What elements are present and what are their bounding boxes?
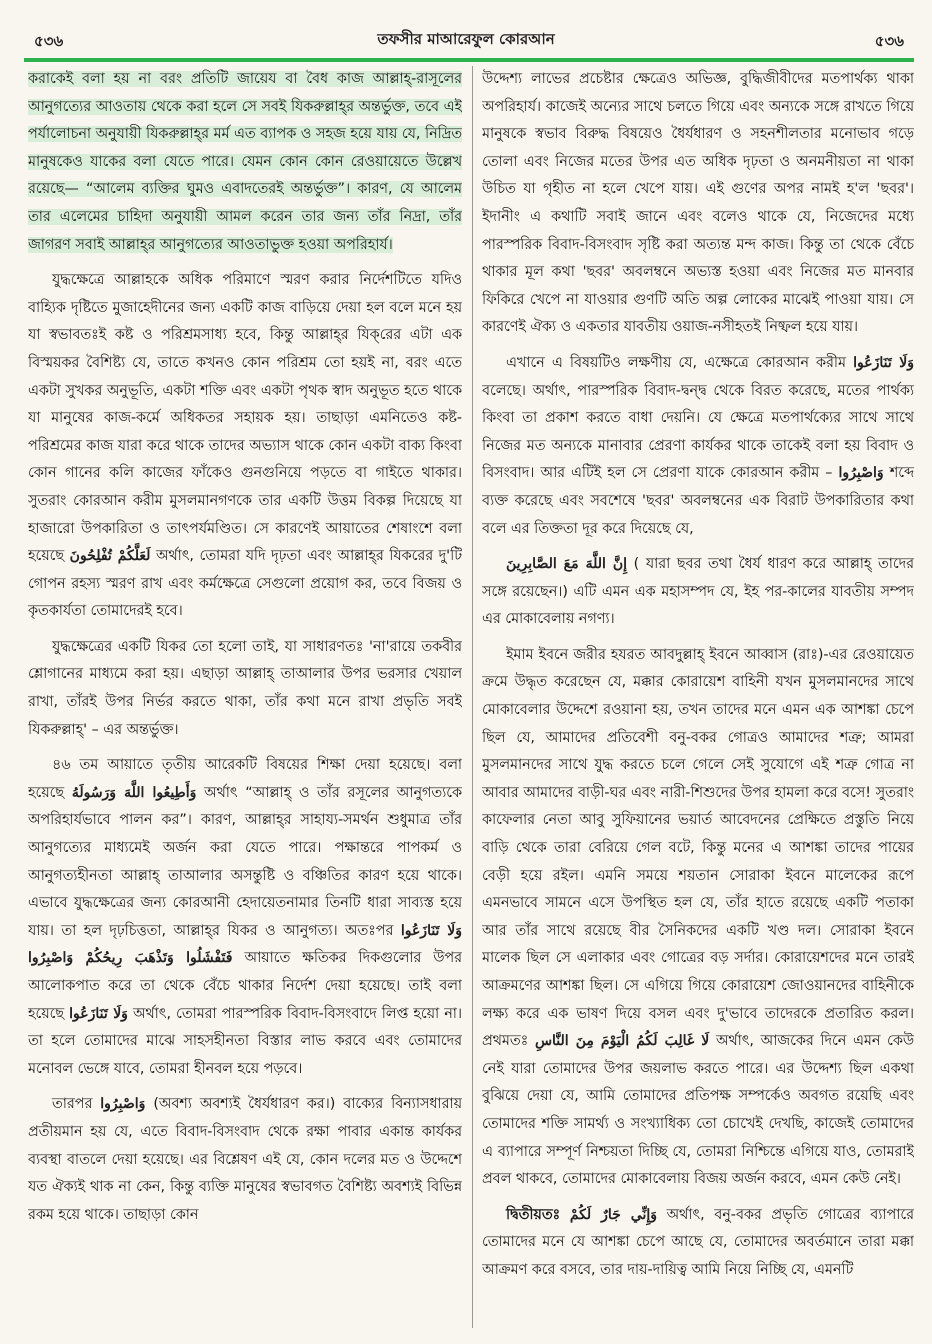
text: অর্থাৎ “আল্লাহ্‌ ও তাঁর রসূলের আনুগত্যকে অপরিহার্যভাবে পালন কর”। কারণ, আল্লাহ্‌র সাহায্য-সমর্থন শুধুমাত্র তাঁর আনুগত্যের মাধ্যমেই অর্জন করা যেতে পারে। পক্ষান্তরে পাপকর্ম ও আনুগত্যহীনতা আল্লাহ্‌ তাআলার অসন্তুষ্টি ও বঞ্চিতির কারণ হয়ে থাকে। এভাবে যুদ্ধক্ষেত্রের জন্য কোরআনী হেদায়েতনামার তিনটি ধারা সাব্যস্ত হয়ে যায়। তা হল দৃঢ়চিত্ততা, আল্লাহ্‌র যিকর ও আনুগত্য। অতঃপর <box>28 784 462 939</box>
text: আয়াতে ক্ষতিকর দিকগুলোর উপর আলোকপাত করে তা থেকে বেঁচে থাকার নির্দেশ দেয়া হয়েছে। তাই বলা হয়েছে <box>28 950 462 1022</box>
paragraph <box>28 1091 462 1229</box>
paragraph <box>28 634 462 744</box>
right-column <box>482 66 914 1328</box>
text: ইমাম ইবনে জরীর হযরত আবদুল্লাহ্‌ ইবনে আব্বাস (রাঃ)-এর রেওয়ায়েত ক্রমে উদ্ধৃত করেছেন যে, মক্কার কোরায়েশ বাহিনী যখন মুসলমানদের সাথে মোকাবেলার উদ্দেশে রওয়ানা হয়, তখন তাদের মনে এমন এক আশঙ্কা চেপে ছিল যে, আমাদের প্রতিবেশী বনু-বকর গোত্রও আমাদের শত্রু; আমরা মুসলমানদের সাথে যুদ্ধ করতে চলে গেলে সেই সুযোগে এই শত্রু গোত্র না আবার আমাদের বাড়ী-ঘর এবং নারী-শিশুদের উপর হামলা করে বসে! সুতরাং কাফেলার নেতা আবু সুফিয়ানের ভয়ার্ত আবেদনের প্রেক্ষিতে প্রস্তুতি নিয়ে বাড়ি থেকে তারা বেরিয়ে গেল বটে, কিন্তু মনের এ আশঙ্কা তাদের পায়ের বেড়ী হয়ে রইল। এমনি সময়ে শয়তান সোরাকা ইবনে মালেকের রূপে এমনভাবে সামনে এসে উপস্থিত হল যে, তাঁর হাতে রয়েছে একটি পতাকা আর তাঁর সাথে রয়েছে বীর সৈনিকদের একটি খণ্ড দল। সোরাকা ইবনে মালেক ছিল সে এলাকার এবং গোত্রের বড় সর্দার। কোরায়েশদের মনে তারই আক্রমণের আশঙ্কা ছিল। সে এগিয়ে গিয়ে কোরায়েশ জোওয়ানদের বাহিনীকে লক্ষ্য করে এক ভাষণ দিয়ে বসল এবং দু'ভাবে তাদেরকে প্রতারিত করল। প্রথমতঃ <box>482 646 914 1050</box>
page-number-right: ৫৩৬ <box>874 32 904 50</box>
page-number-left: ৫৩৬ <box>34 32 64 50</box>
text: যুদ্ধক্ষেত্রে আল্লাহকে অধিক পরিমাণে স্মরণ করার নির্দেশটিতে যদিও বাহ্যিক দৃষ্টিতে মুজাহেদীনের জন্য একটি কাজ বাড়িয়ে দেয়া হল বলে মনে হয় যা স্বভাবতঃই কষ্ট ও পরিশ্রমসাধ্য হবে, কিন্তু আল্লাহ্‌র যিক্‌রের এটা এক বিস্ময়কর বৈশিষ্ট্য যে, তাতে কখনও কোন পরিশ্রম তো হয়ই না, বরং এতে একটা সুখকর অনুভূতি, একটা শক্তি এবং একটা পৃথক স্বাদ অনুভূত হতে থাকে যা মানুষের কাজ-কর্মে অধিকতর সহায়ক হয়। তাছাড়া এমনিতেও কষ্ট-পরিশ্রমের কাজ যারা করে থাকে তাদের অভ্যাস থাকে কোন একটা বাক্য কিংবা কোন গানের কলি কাজের ফাঁকেও গুনগুনিয়ে পড়তে বা গাইতে থাকার। সুতরাং কোরআন করীম মুসলমানগণকে তার একটি উত্তম বিকল্প দিয়েছে যা হাজারো উপকারিতা ও তাৎপর্যমণ্ডিত। সে কারণেই আয়াতের শেষাংশে বলা হয়েছে <box>28 272 462 565</box>
left-column <box>28 66 462 1328</box>
text: শব্দে ব্যক্ত করেছে এবং সবশেষে 'ছবর' অবলম্বনের এক বিরাট উপকারিতার কথা বলে এর তিক্ততা দূর করে দিয়েছে যে, <box>482 465 914 537</box>
text: অর্থাৎ, আজকের দিনে এমন কেউ নেই যারা তোমাদের উপর জয়লাভ করতে পারে। এর উদ্দেশ্য ছিল একথা বুঝিয়ে দেয়া যে, আমি তোমাদের প্রতিপক্ষ সম্পর্কেও অবগত রয়েছি এবং তোমাদের শক্তি সামর্থ্য ও সংখ্যাধিক্য তো চোখেই দেখছি, কাজেই তোমাদের এ ব্যাপারে সম্পূর্ণ নিশ্চয়তা দিচ্ছি যে, তোমরা নিশ্চিন্তে এগিয়ে যাও, তোমরাই প্রবল থাকবে, তোমাদের মোকাবেলায় বিজয় অর্জন করবে, এমন কেউ নেই। <box>482 1033 914 1188</box>
text: দ্বিতীয়তঃ <box>506 1206 561 1223</box>
arabic-verse: وَاصْبِرُوا <box>838 465 884 482</box>
text: ( যারা ছবর তথা ধৈর্য ধারণ করে আল্লাহ্‌ তাদের সঙ্গে রয়েছেন।) এটি এমন এক মহাসম্পদ যে, ইহ পর-কালের যাবতীয় সম্পদ এর মোকাবেলায় নগণ্য। <box>482 556 914 628</box>
paragraph <box>28 66 462 259</box>
arabic-verse: وَأَطِيعُوا اللَّهَ وَرَسُولَهُ <box>71 784 197 801</box>
paragraph <box>482 551 914 634</box>
text: অর্থাৎ, তোমরা যদি দৃঢ়তা এবং আল্লাহ্‌র যিকরের দু'টি গোপন রহস্য স্মরণ রাখ এবং কর্মক্ষেত্রে সেগুলো প্রয়োগ কর, তবে বিজয় ও কৃতকার্যতা তোমাদেরই হবে। <box>28 548 462 620</box>
text: (অবশ্য অবশ্যই ধৈর্যধারণ কর।) বাক্যের বিন্যাসধারায় প্রতীয়মান হয় যে, এতে বিবাদ-বিসংবাদ থেকে রক্ষা পাবার একান্ত কার্যকর ব্যবস্থা বাতলে দেয়া হয়েছে। এর বিশ্লেষণ এই যে, কোন দলের মত ও উদ্দেশে যত ঐক্যই থাক না কেন, কিন্তু ব্যক্তি মানুষের স্বভাবগত বৈশিষ্ট্য অবশ্যই বিভিন্ন রকম হয়ে থাকে। তাছাড়া কোন <box>28 1096 462 1223</box>
paragraph <box>482 1202 914 1285</box>
arabic-verse: لَعَلَّكُمْ تُفْلِحُونَ <box>69 548 151 565</box>
text: তারপর <box>52 1096 93 1113</box>
text: অর্থাৎ, তোমরা পারস্পরিক বিবাদ-বিসংবাদে লিপ্ত হয়ো না। তা হলে তোমাদের মাঝে সাহসহীনতা বিস্তার লাভ করবে এবং তোমাদের মনোবল ভেঙ্গে যাবে, তোমরা হীনবল হয়ে পড়বে। <box>28 1005 462 1077</box>
page-header <box>20 24 912 52</box>
arabic-verse: لَا غَالِبَ لَكُمُ الْيَوْمَ مِنَ النَّاسِ <box>534 1033 710 1050</box>
paragraph <box>28 752 462 1083</box>
text: ৪৬ তম আয়াতে তৃতীয় আরেকটি বিষয়ের শিক্ষা দেয়া হয়েছে। বলা হয়েছে <box>28 757 462 801</box>
paragraph <box>482 66 914 342</box>
arabic-verse: وَلَا تَنَازَعُوا <box>853 354 914 371</box>
header-rule <box>24 58 914 62</box>
running-title: তফসীর মাআরেফুল কোরআন <box>377 30 555 48</box>
arabic-verse: وَإِنِّي جَارٌ لَكُمْ <box>569 1206 658 1223</box>
arabic-verse: وَلَا تَنَازَعُوا فَتَفْشَلُوا وَتَذْهَبَ رِيحُكُمْ وَاصْبِرُوا <box>28 922 462 967</box>
text: এখানে এ বিষয়টিও লক্ষণীয় যে, এক্ষেত্রে কোরআন করীম <box>506 354 846 371</box>
column-divider <box>472 66 473 1328</box>
text: উদ্দেশ্য লাভের প্রচেষ্টার ক্ষেত্রেও অভিজ্ঞ, বুদ্ধিজীবীদের মতপার্থক্য থাকা অপরিহার্য। কাজেই অন্যের সাথে চলতে গিয়ে এবং অন্যকে সঙ্গে রাখতে গিয়ে মানুষকে স্বভাব বিরুদ্ধ বিষয়েও ধৈর্যধারণ ও সহনশীলতার মনোভাব গড়ে তোলা এবং নিজের মতের উপর এত অধিক দৃঢ়তা ও অনমনীয়তা না থাকা উচিত যা গৃহীত না হলে খেপে যায়। এই গুণের অপর নামই হ'ল 'ছবর'। ইদানীং এ কথাটি সবাই জানে এবং বলেও থাকে যে, নিজেদের মধ্যে পারস্পরিক বিবাদ-বিসংবাদ সৃষ্টি করা অত্যন্ত মন্দ কাজ। কিন্তু তা থেকে বেঁচে থাকার মূল কথা 'ছবর' অবলম্বনে অভ্যস্ত হওয়া এবং নিজের মত মানবার ফিকিরে খেপে না যাওয়ার গুণটি অতি অল্প লোকের মাঝেই পাওয়া যায়। সে কারণেই ঐক্য ও একতার যাবতীয় ওয়াজ-নসীহতই নিষ্ফল হয়ে যায়। <box>482 71 914 336</box>
arabic-verse: إِنَّ اللَّهَ مَعَ الصَّابِرِينَ <box>506 556 628 573</box>
arabic-verse: وَاصْبِرُوا <box>100 1096 146 1113</box>
text: বলেছে। অর্থাৎ, পারস্পরিক বিবাদ-দ্বন্দ্ব থেকে বিরত করেছে, মতের পার্থক্য কিংবা তা প্রকাশ করতে বাধা দেয়নি। যে ক্ষেত্রে মতপার্থক্যের সাথে সাথে নিজের মত অন্যকে মানাবার প্রেরণা কার্যকর থাকে তাকেই বলা হয় বিবাদ ও বিসংবাদ। আর এটিই হল সে প্রেরণা যাকে কোরআন করীম – <box>482 382 914 482</box>
text: অর্থাৎ, বনু-বকর প্রভৃতি গোত্রের ব্যাপারে তোমাদের মনে যে আশঙ্কা চেপে আছে যে, তোমাদের অবর্তমানে তারা মক্কা আক্রমণ করে বসবে, তার দায়-দায়িত্ব আমি নিয়ে নিচ্ছি যে, এমনটি <box>482 1206 914 1278</box>
text: যুদ্ধক্ষেত্রের একটি যিকর তো হলো তাই, যা সাধারণতঃ 'না'রায়ে তকবীর শ্লোগানের মাধ্যমে করা হয়। এছাড়া আল্লাহ্‌ তাআলার উপর ভরসার খেয়াল রাখা, তাঁরই উপর নির্ভর করতে থাকা, তাঁর কথা মনে রাখা প্রভৃতি সবই যিকরুল্লাহ্‌' – এর অন্তর্ভুক্ত। <box>28 638 462 738</box>
paragraph <box>482 350 914 543</box>
arabic-verse: وَلَا تَنَازَعُوا <box>69 1005 128 1022</box>
paragraph <box>28 267 462 626</box>
highlighted-text: করাকেই বলা হয় না বরং প্রতিটি জায়েয বা বৈধ কাজ আল্লাহ্‌-রাসূলের আনুগত্যের আওতায় থেকে করা হলে সে সবই যিকরুল্লাহ্‌র অন্তর্ভুক্ত, তবে এই পর্যালোচনা অনুযায়ী যিকরুল্লাহ্‌র মর্ম এত ব্যাপক ও সহজ হয়ে যায় যে, নিদ্রিত মানুষকেও যাকের বলা যেতে পারে। যেমন কোন কোন রেওয়ায়েতে উল্লেখ রয়েছে— “আলেম ব্যক্তির ঘুমও এবাদতেরই অন্তর্ভুক্ত”। কারণ, যে আলেম তার এলেমের চাহিদা অনুযায়ী আমল করেন তার জন্য তাঁর নিদ্রা, তাঁর জাগরণ সবাই আল্লাহ্‌র আনুগত্যের আওতাভুক্ত হওয়া অপরিহার্য। <box>28 71 462 253</box>
paragraph <box>482 642 914 1194</box>
